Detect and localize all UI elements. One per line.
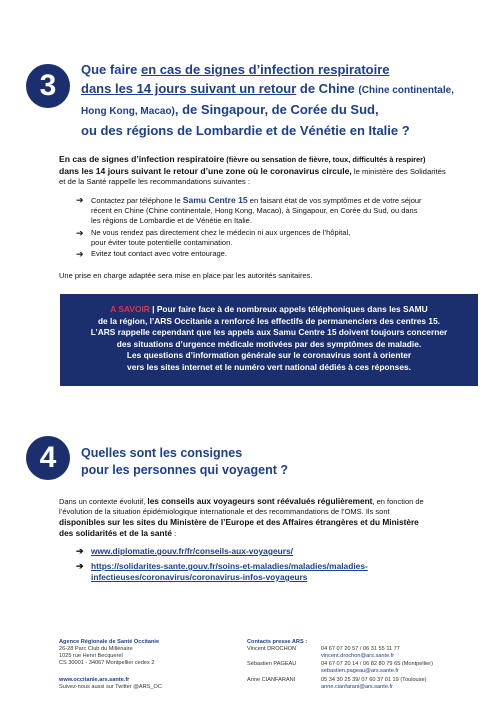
link-text[interactable]: www.diplomatie.gouv.fr/fr/conseils-aux-voyageurs/: [91, 546, 293, 556]
title-text: , de Singapour, de Corée du Sud,: [174, 102, 379, 117]
list-item: [76, 228, 351, 248]
section4-title: [81, 445, 288, 479]
intro-paragraph: [59, 154, 479, 188]
org-name: Agence Régionale de Santé Occitanie: [59, 639, 160, 645]
contact-phone: 05 34 30 25 39/ 07 60 37 01 19 (Toulouse): [321, 677, 427, 683]
samu-highlight: Samu Centre 15: [182, 195, 248, 205]
info-box-label: A SAVOIR: [110, 304, 150, 314]
list-item: [76, 249, 227, 259]
paragraph-text: Dans un contexte évolutif,: [59, 497, 148, 506]
bullet-text: Contactez par téléphone le: [91, 196, 183, 205]
title-text: dans les 14 jours suivant un retour: [81, 81, 297, 96]
title-text: (Chine continentale,: [358, 85, 454, 96]
intro-text: et de la Santé rappelle les recommandations suivantes :: [59, 177, 251, 186]
contact-name: Anne CIANFARANI: [247, 677, 296, 683]
section3-title: [81, 60, 481, 140]
info-box-text: vers les sites internet et le numéro vert national dédiés à ces réponses.: [127, 361, 411, 372]
info-box-text: | Pour faire face à de nombreux appels téléphoniques dans les SAMU: [149, 304, 428, 314]
intro-text: le ministère des Solidarités: [351, 166, 446, 176]
title-text: pour les personnes qui voyagent ?: [81, 463, 288, 477]
link-text[interactable]: https://solidarites-sante.gouv.fr/soins-et-maladies/maladies/maladies-: [91, 561, 368, 571]
paragraph-bold: des solidarités et de la santé: [59, 528, 172, 538]
website-link[interactable]: www.occitanie.ars.sante.fr: [59, 677, 130, 683]
title-text: Hong Kong, Macao): [81, 106, 175, 117]
info-box: [60, 294, 478, 386]
info-box-text: de la région, l’ARS Occitanie a renforcé les effectifs de permanenciers des centres 15.: [97, 315, 441, 326]
bullet-text: Ne vous rendez pas directement chez le médecin ni aux urgences de l’hôpital,: [91, 228, 351, 237]
bullet-text: récent en Chine (Chine continentale, Hong Kong, Macao), à Singapour, en Corée du Sud, ou dans: [91, 206, 418, 216]
bullet-text: les régions de Lombardie et de Vénétie en Italie.: [91, 216, 252, 226]
arrow-right-icon: ➔: [76, 195, 84, 205]
title-text: Que faire: [81, 62, 141, 77]
paragraph-bold: disponibles sur les sites du Ministère de l’Europe et des Affaires étrangères et du Ministère: [59, 517, 419, 527]
arrow-right-icon: ➔: [76, 546, 84, 556]
arrow-right-icon: ➔: [76, 249, 84, 259]
contact-info: [321, 646, 400, 660]
address-line: CS 30001 - 34067 Montpellier cedex 2: [59, 660, 155, 666]
title-text: de Chine: [296, 81, 359, 96]
intro-bold: (fièvre ou sensation de fièvre, toux, difficultés à respirer): [224, 155, 426, 164]
paragraph-bold: les conseils aux voyageurs sont réévalués régulièrement: [147, 496, 373, 506]
diplomatie-link[interactable]: [76, 546, 293, 557]
address-line: 1025 rue Henri Becquerel: [59, 653, 123, 659]
contact-phone: 04 67 07 20 14 / 06 82 80 79 65 (Montpellier): [321, 661, 433, 667]
care-note: Une prise en charge adaptée sera mise en place par les autorités sanitaires.: [59, 271, 313, 280]
section-number-badge: 4: [26, 436, 70, 480]
arrow-right-icon: ➔: [76, 228, 84, 238]
twitter-text: Suivez-nous aussi sur Twitter @ARS_OC: [59, 684, 162, 690]
contact-name: Sébastien PAGEAU: [247, 661, 297, 667]
info-box-text: Les questions d’information générale sur le coronavirus sont à orienter: [126, 350, 412, 361]
contact-email[interactable]: anne.cianfarani@ars.sante.fr: [321, 684, 393, 690]
bullet-text: pour éviter toute potentielle contamination.: [91, 238, 233, 248]
contacts-heading: Contacts presse ARS :: [247, 639, 308, 645]
contact-info: [321, 661, 433, 675]
contact-phone: 04 67 07 20 57 / 06 31 55 11 77: [321, 646, 400, 652]
link-text[interactable]: infectieuses/coronavirus/coronavirus-infos-voyageurs: [91, 572, 308, 582]
bullet-text: en faisant état de vos symptômes et de votre séjour: [247, 196, 422, 205]
solidarites-sante-link[interactable]: [76, 561, 368, 583]
info-box-text: L’ARS rappelle cependant que les appels aux Samu Centre 15 doivent toujours concerner: [90, 327, 448, 338]
title-text: en cas de signes d’infection respiratoire: [140, 62, 390, 77]
info-box-text: des situations d’urgence médicale motivées par des symptômes de maladie.: [116, 338, 422, 349]
list-item: [76, 195, 422, 227]
paragraph-text: l’évolution de la situation épidémiologique internationale et des recommandations de l’OMS. Ils sont: [59, 507, 390, 516]
paragraph-text: :: [171, 529, 177, 538]
contact-name: Vincent DROCHON: [247, 646, 297, 652]
title-text: Quelles sont les consignes: [81, 446, 243, 460]
contact-info: [321, 677, 426, 691]
press-contacts-title: [247, 639, 307, 646]
arrow-right-icon: ➔: [76, 561, 84, 571]
intro-bold: En cas de signes d’infection respiratoire: [59, 154, 225, 164]
contact-email[interactable]: sebastien.pageau@ars.sante.fr: [321, 668, 399, 674]
contact-email[interactable]: vincent.drochon@ars.sante.fr: [321, 653, 395, 659]
bullet-text: Evitez tout contact avec votre entourage.: [91, 249, 227, 258]
travel-paragraph: [59, 496, 479, 539]
title-text: ou des régions de Lombardie et de Vénétie en Italie ?: [81, 123, 410, 138]
paragraph-text: , en fonction de: [372, 497, 424, 506]
footer-address: [59, 639, 159, 667]
address-line: 26-28 Parc Club du Millénaire: [59, 646, 133, 652]
footer-web: [59, 677, 162, 691]
intro-bold: dans les 14 jours suivant le retour d’une zone où le coronavirus circule,: [59, 165, 352, 176]
section-number-badge: 3: [26, 64, 70, 108]
